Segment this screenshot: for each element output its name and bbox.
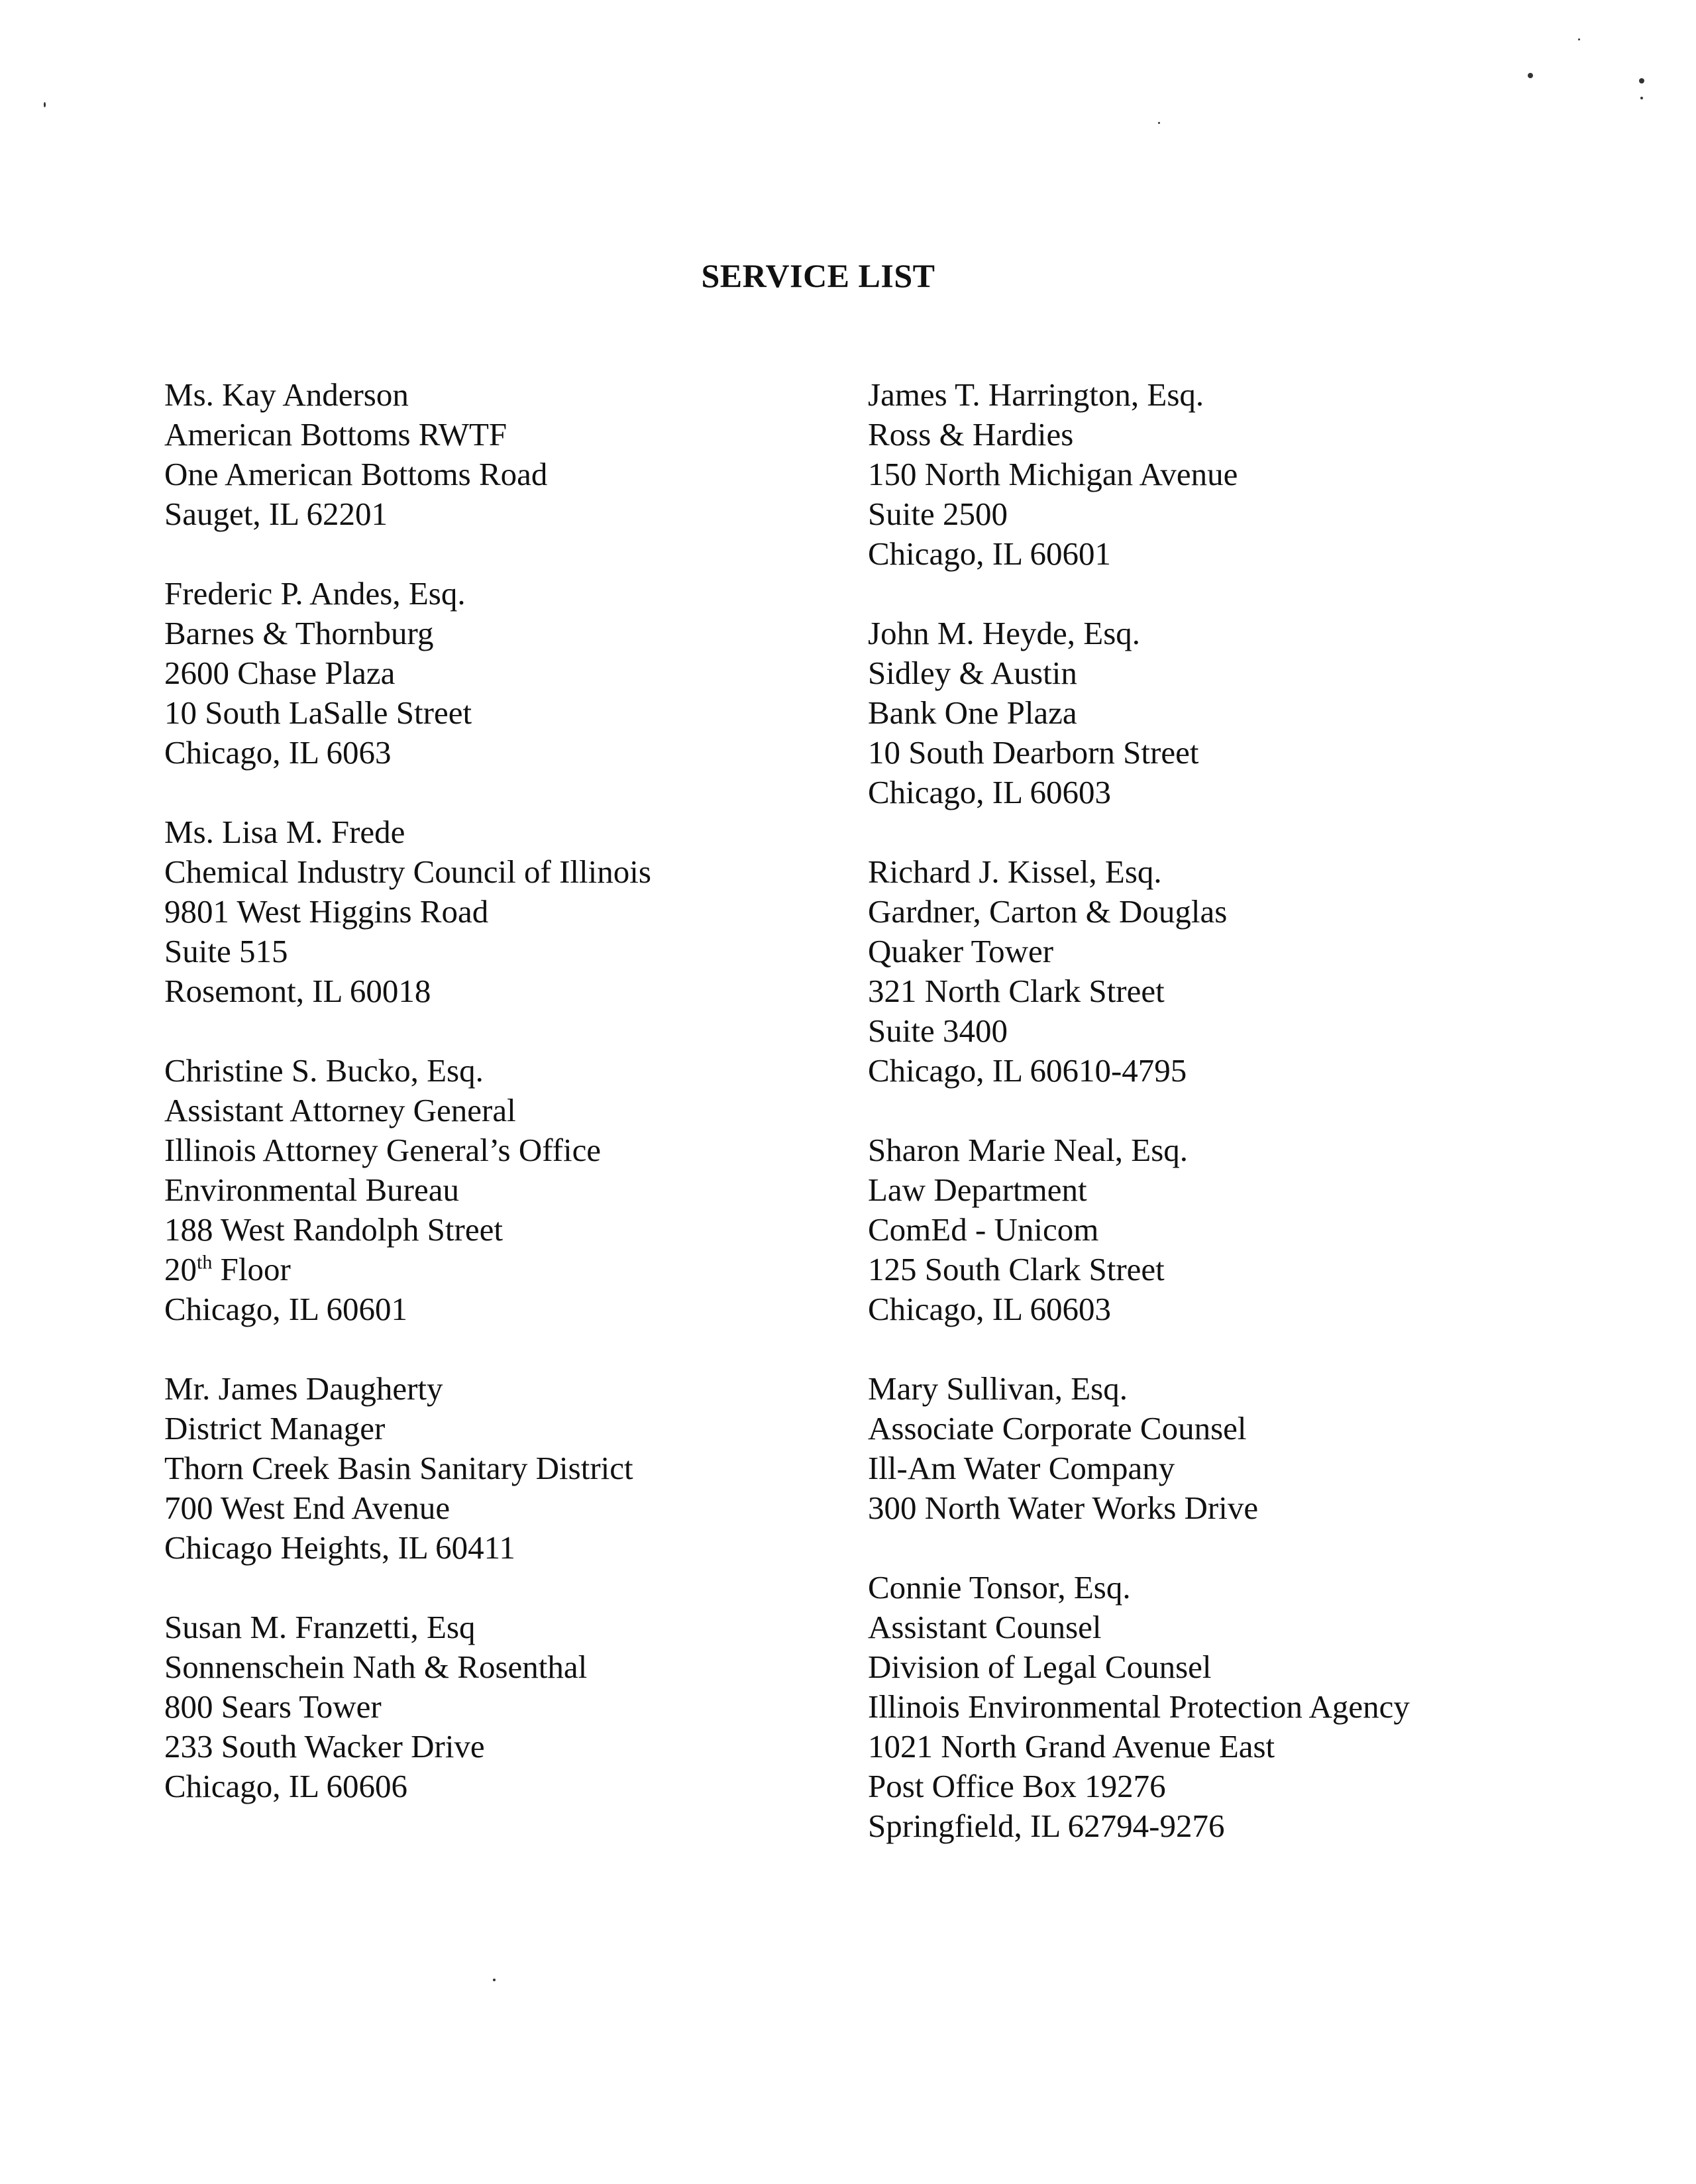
service-entry-anderson (164, 375, 926, 534)
entry-line: Chicago Heights, IL 60411 (164, 1529, 515, 1566)
scan-speck (1528, 73, 1533, 78)
entry-line: 188 West Randolph Street (164, 1211, 503, 1248)
page-title: SERVICE LIST (701, 257, 935, 294)
entry-line: 321 North Clark Street (868, 973, 1165, 1009)
entry-line: Ms. Kay Anderson (164, 376, 409, 413)
scan-speck (1639, 78, 1644, 83)
entry-spacer (164, 773, 926, 812)
entry-line: One American Bottoms Road (164, 456, 548, 492)
entry-line: Ross & Hardies (868, 416, 1074, 453)
entry-line: Chicago, IL 60601 (868, 535, 1111, 572)
service-entry-neal (868, 1130, 1663, 1329)
scan-speck (1640, 97, 1643, 99)
entry-line: Chemical Industry Council of Illinois (164, 853, 651, 890)
service-entry-andes (164, 574, 926, 773)
scan-speck (1158, 122, 1160, 124)
entry-line-floor (164, 1250, 926, 1289)
entry-line: Mr. James Daugherty (164, 1370, 443, 1407)
entry-line: 800 Sears Tower (164, 1688, 382, 1725)
service-entry-tonsor (868, 1568, 1663, 1846)
scan-speck (493, 1979, 496, 1981)
entry-line: Ill-Am Water Company (868, 1450, 1175, 1486)
entry-line: Chicago, IL 60606 (164, 1768, 407, 1804)
entry-line: Illinois Environmental Protection Agency (868, 1688, 1410, 1725)
entry-line: Chicago, IL 60603 (868, 774, 1111, 810)
entry-line: John M. Heyde, Esq. (868, 615, 1141, 651)
floor-number: 20 (164, 1251, 197, 1287)
floor-word: Floor (212, 1251, 291, 1287)
entry-line: Associate Corporate Counsel (868, 1410, 1247, 1447)
entry-line: Chicago, IL 6063 (164, 734, 392, 771)
entry-line: Environmental Bureau (164, 1172, 459, 1208)
entry-spacer (868, 1091, 1663, 1130)
entry-line: 700 West End Avenue (164, 1490, 450, 1526)
scan-speck (44, 102, 46, 107)
entry-line: Ms. Lisa M. Frede (164, 814, 405, 850)
right-column (868, 375, 1663, 1846)
entry-line: Barnes & Thornburg (164, 615, 434, 651)
service-entry-sullivan (868, 1369, 1663, 1528)
entry-line: Post Office Box 19276 (868, 1768, 1166, 1804)
entry-line: Frederic P. Andes, Esq. (164, 575, 466, 612)
entry-line: 10 South LaSalle Street (164, 694, 472, 731)
entry-line: 233 South Wacker Drive (164, 1728, 485, 1765)
entry-line: Thorn Creek Basin Sanitary District (164, 1450, 633, 1486)
service-entry-bucko (164, 1051, 926, 1329)
entry-line: Suite 3400 (868, 1012, 1008, 1049)
entry-line: Mary Sullivan, Esq. (868, 1370, 1128, 1407)
service-entry-franzetti (164, 1608, 926, 1806)
entry-spacer (164, 1568, 926, 1608)
entry-spacer (164, 1329, 926, 1369)
floor-suffix: th (197, 1251, 213, 1274)
entry-line: 150 North Michigan Avenue (868, 456, 1238, 492)
entry-line: 2600 Chase Plaza (164, 655, 396, 691)
entry-line: Chicago, IL 60610-4795 (868, 1052, 1187, 1089)
entry-spacer (868, 812, 1663, 852)
entry-line: 9801 West Higgins Road (164, 893, 489, 930)
entry-line: Connie Tonsor, Esq. (868, 1569, 1131, 1606)
service-entry-kissel (868, 852, 1663, 1091)
entry-line: Suite 515 (164, 933, 288, 969)
service-entry-frede (164, 812, 926, 1011)
entry-line: ComEd - Unicom (868, 1211, 1099, 1248)
entry-line: Sharon Marie Neal, Esq. (868, 1132, 1189, 1168)
entry-line: Suite 2500 (868, 496, 1008, 532)
service-entry-daugherty (164, 1369, 926, 1568)
entry-spacer (164, 534, 926, 574)
entry-line: Illinois Attorney General’s Office (164, 1132, 602, 1168)
entry-line: Bank One Plaza (868, 694, 1077, 731)
entry-line: Christine S. Bucko, Esq. (164, 1052, 484, 1089)
entry-line: Springfield, IL 62794-9276 (868, 1808, 1225, 1844)
entry-line: 125 South Clark Street (868, 1251, 1165, 1287)
entry-line: District Manager (164, 1410, 386, 1447)
scan-speck (1578, 38, 1580, 40)
entry-line: American Bottoms RWTF (164, 416, 507, 453)
entry-line: Sidley & Austin (868, 655, 1077, 691)
entry-line: Chicago, IL 60603 (868, 1291, 1111, 1327)
entry-line: Chicago, IL 60601 (164, 1291, 407, 1327)
entry-line: Rosemont, IL 60018 (164, 973, 431, 1009)
left-column (164, 375, 926, 1806)
entry-line: 1021 North Grand Avenue East (868, 1728, 1275, 1765)
entry-line: Assistant Attorney General (164, 1092, 516, 1128)
entry-line: Law Department (868, 1172, 1087, 1208)
entry-line: Sauget, IL 62201 (164, 496, 388, 532)
entry-spacer (868, 574, 1663, 614)
entry-line: Assistant Counsel (868, 1609, 1102, 1645)
entry-line: 10 South Dearborn Street (868, 734, 1199, 771)
entry-line: Division of Legal Counsel (868, 1649, 1212, 1685)
entry-line: Gardner, Carton & Douglas (868, 893, 1228, 930)
entry-spacer (164, 1011, 926, 1051)
entry-line: Sonnenschein Nath & Rosenthal (164, 1649, 588, 1685)
entry-line: Susan M. Franzetti, Esq (164, 1609, 476, 1645)
entry-spacer (868, 1528, 1663, 1568)
entry-line: Richard J. Kissel, Esq. (868, 853, 1162, 890)
service-entry-harrington (868, 375, 1663, 574)
entry-spacer (868, 1329, 1663, 1369)
entry-line: Quaker Tower (868, 933, 1054, 969)
service-entry-heyde (868, 614, 1663, 812)
entry-line: 300 North Water Works Drive (868, 1490, 1259, 1526)
entry-line: James T. Harrington, Esq. (868, 376, 1204, 413)
